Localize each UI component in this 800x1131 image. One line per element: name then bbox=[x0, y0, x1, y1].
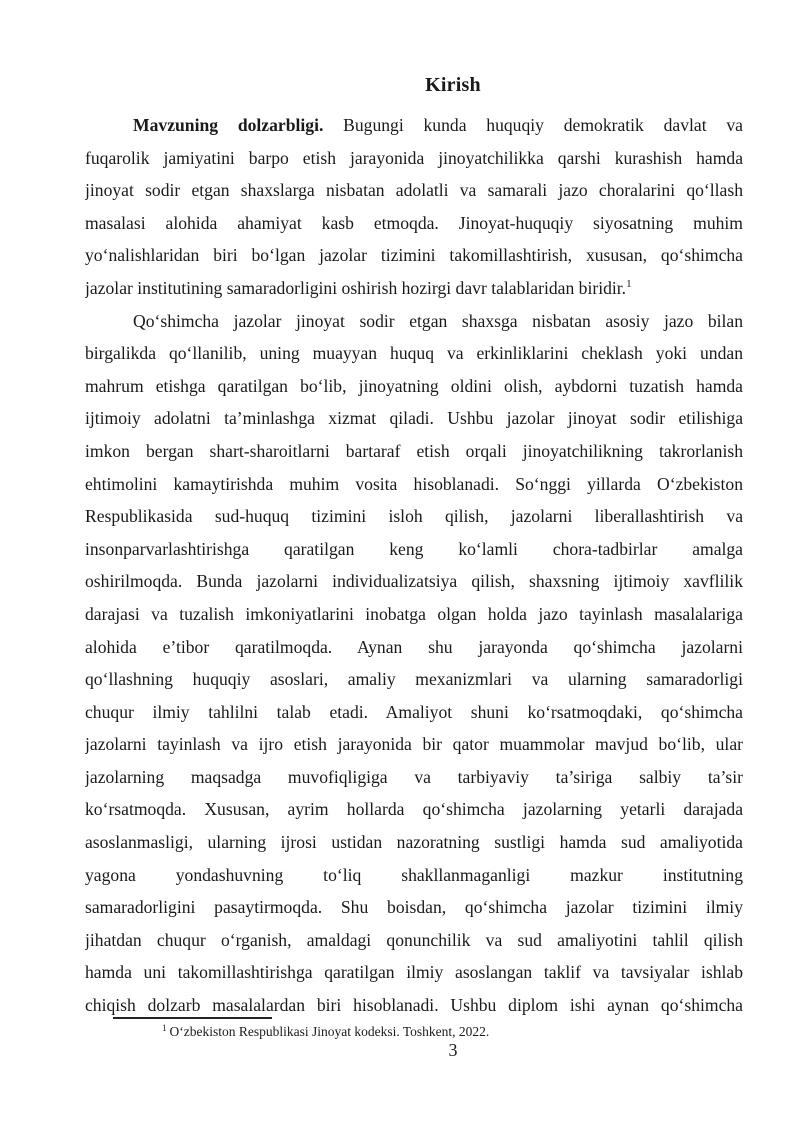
text-line bbox=[85, 435, 743, 468]
page-number: 3 bbox=[448, 1040, 458, 1060]
text-line bbox=[85, 663, 743, 696]
text-segment: birgalikda qo‘llanilib, uning muayyan huquq va erkinliklarini cheklash yoki undan bbox=[85, 343, 743, 364]
text-segment: ko‘rsatmoqda. Xususan, ayrim hollarda qo‘shimcha jazolarning yetarli darajada bbox=[85, 799, 743, 820]
text-line bbox=[85, 924, 743, 957]
text-segment: darajasi va tuzalish imkoniyatlarini inobatga olgan holda jazo tayinlash masalalariga bbox=[85, 603, 743, 624]
text-segment: yo‘nalishlaridan biri bo‘lgan jazolar tizimini takomillashtirish, xususan, qo‘shimcha bbox=[85, 245, 743, 266]
text-segment: Bugungi kunda huquqiy demokratik davlat va bbox=[323, 115, 743, 135]
text-line bbox=[85, 826, 743, 859]
text-line bbox=[85, 272, 743, 305]
text-segment: hamda uni takomillashtirishga qaratilgan ilmiy asoslangan taklif va tavsiyalar ishlab bbox=[85, 962, 743, 983]
text-line bbox=[85, 956, 743, 989]
text-line bbox=[85, 761, 743, 794]
text-line bbox=[85, 793, 743, 826]
text-segment: ijtimoiy adolatni ta’minlashga xizmat qiladi. Ushbu jazolar jinoyat sodir etilishiga bbox=[85, 408, 743, 429]
text-segment: fuqarolik jamiyatini barpo etish jarayonida jinoyatchilikka qarshi kurashish hamda bbox=[85, 147, 743, 168]
text-segment: asoslanmasligi, ularning ijrosi ustidan nazoratning sustligi hamda sud amaliyotida bbox=[85, 832, 743, 853]
page-title: Kirish bbox=[425, 74, 481, 96]
text-segment: qo‘llashning huquqiy asoslari, amaliy mexanizmlari va ularning samaradorligi bbox=[85, 669, 743, 690]
text-line bbox=[85, 239, 743, 272]
text-segment: chuqur ilmiy tahlilni talab etadi. Amaliyot shuni ko‘rsatmoqdaki, qo‘shimcha bbox=[85, 701, 743, 722]
text-segment: masalasi alohida ahamiyat kasb etmoqda. Jinoyat-huquqiy siyosatning muhim bbox=[85, 212, 743, 233]
text-line bbox=[85, 500, 743, 533]
text-line bbox=[85, 696, 743, 729]
text-line bbox=[85, 370, 743, 403]
text-line bbox=[85, 859, 743, 892]
text-line bbox=[85, 174, 743, 207]
text-segment: insonparvarlashtirishga qaratilgan keng ko‘lamli chora-tadbirlar amalga bbox=[85, 538, 743, 559]
text-segment: ehtimolini kamaytirishda muhim vosita hisoblanadi. So‘nggi yillarda O‘zbekiston bbox=[85, 473, 743, 494]
text-segment: samaradorligini pasaytirmoqda. Shu boisdan, qo‘shimcha jazolar tizimini ilmiy bbox=[85, 897, 743, 918]
footnote-separator bbox=[113, 1017, 272, 1019]
text-segment: Qo‘shimcha jazolar jinoyat sodir etgan shaxsga nisbatan asosiy jazo bilan bbox=[133, 310, 743, 331]
text-line bbox=[85, 728, 743, 761]
text-segment: jinoyat sodir etgan shaxslarga nisbatan adolatli va samarali jazo choralarini qo‘llash bbox=[85, 180, 743, 201]
text-line bbox=[85, 631, 743, 664]
footnote bbox=[85, 1022, 743, 1042]
footnote-marker: 1 bbox=[162, 1022, 167, 1033]
text-line bbox=[85, 402, 743, 435]
text-segment: oshirilmoqda. Bunda jazolarni individualizatsiya qilish, shaxsning ijtimoiy xavflilik bbox=[85, 571, 743, 592]
text-line bbox=[85, 533, 743, 566]
text-segment: Mavzuning dolzarbligi. bbox=[133, 115, 324, 135]
footnote-reference: 1 bbox=[626, 278, 632, 291]
text-line bbox=[85, 207, 743, 240]
text-segment: jazolarni tayinlash va ijro etish jarayonida bir qator muammolar mavjud bo‘lib, ular bbox=[85, 734, 743, 755]
text-segment: yagona yondashuvning to‘liq shakllanmaganligi mazkur institutning bbox=[85, 864, 743, 885]
text-segment: jihatdan chuqur o‘rganish, amaldagi qonunchilik va sud amaliyotini tahlil qilish bbox=[85, 929, 743, 950]
text-line bbox=[85, 468, 743, 501]
text-segment: jazolar institutining samaradorligini oshirish hozirgi davr talablaridan biridir. bbox=[85, 277, 627, 298]
text-segment: Respublikasida sud-huquq tizimini isloh qilish, jazolarni liberallashtirish va bbox=[85, 506, 743, 527]
text-line bbox=[85, 891, 743, 924]
text-segment: imkon bergan shart-sharoitlarni bartaraf etish orqali jinoyatchilikning takrorlanish bbox=[85, 440, 743, 461]
text-segment: jazolarning maqsadga muvofiqligiga va tarbiyaviy ta’siriga salbiy ta’sir bbox=[85, 766, 743, 787]
text-line bbox=[85, 337, 743, 370]
document-body bbox=[85, 109, 743, 1022]
text-segment: chiqish dolzarb masalalardan biri hisoblanadi. Ushbu diplom ishi aynan qo‘shimcha bbox=[85, 995, 743, 1016]
text-line bbox=[85, 598, 743, 631]
text-line bbox=[85, 142, 743, 175]
text-line bbox=[85, 305, 743, 338]
text-line bbox=[85, 565, 743, 598]
text-segment: alohida e’tibor qaratilmoqda. Aynan shu jarayonda qo‘shimcha jazolarni bbox=[85, 636, 743, 657]
footnote-text: O‘zbekiston Respublikasi Jinoyat kodeksi. Toshkent, 2022. bbox=[169, 1024, 490, 1039]
text-line bbox=[85, 109, 743, 142]
text-segment: mahrum etishga qaratilgan bo‘lib, jinoyatning oldini olish, aybdorni tuzatish hamda bbox=[85, 375, 743, 396]
